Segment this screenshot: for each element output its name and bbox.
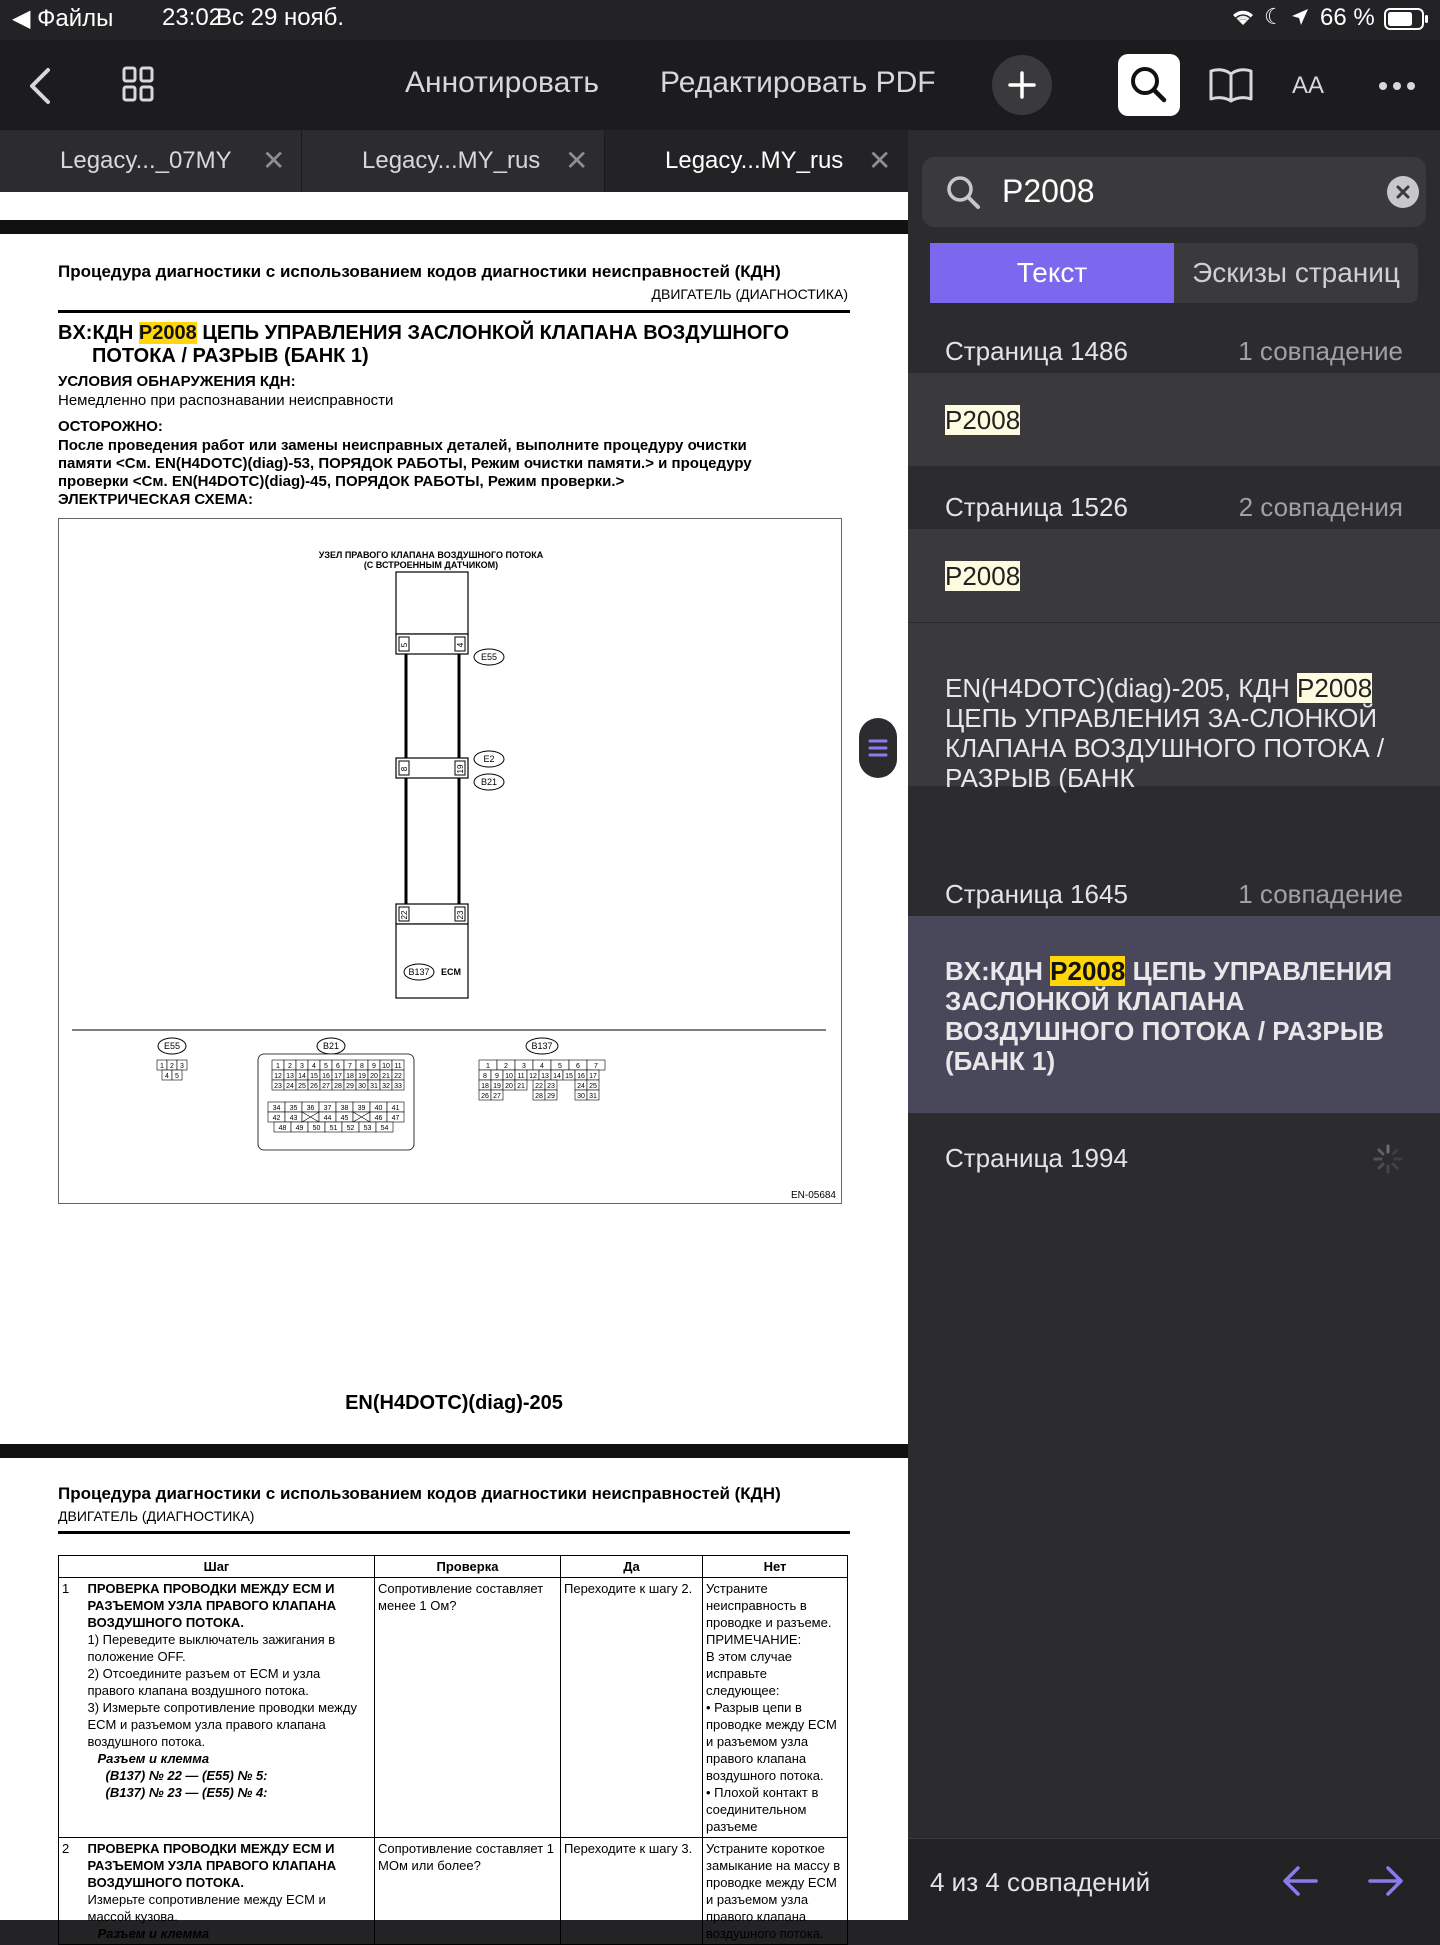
clear-icon[interactable]	[1387, 176, 1419, 208]
status-date: Вс 29 нояб.	[216, 4, 345, 31]
b21-connector-face	[258, 1054, 414, 1150]
pin-label: 23	[456, 910, 465, 920]
connector-pin-label: 25	[298, 1083, 306, 1090]
conn-line: (B137) № 22 — (E55) № 5:	[105, 1768, 268, 1783]
connector-pin-label: 31	[370, 1083, 378, 1090]
conn-label: E55	[163, 1041, 181, 1051]
connector-pin-label: 38	[340, 1105, 349, 1112]
connector-pin-label: 34	[272, 1105, 281, 1112]
connector-pin-label: 6	[336, 1063, 340, 1070]
tab-3-active[interactable]	[605, 130, 908, 192]
cond-title: УСЛОВИЯ ОБНАРУЖЕНИЯ КДН:	[58, 373, 296, 390]
connector-pin-label: 6	[576, 1063, 580, 1070]
tab-label: Legacy...MY_rus	[665, 147, 844, 174]
step-cell	[85, 1838, 375, 1945]
connector-pin-label: 2	[288, 1063, 292, 1070]
connector-pin-label: 49	[295, 1125, 304, 1132]
valve-unit-box	[396, 572, 468, 634]
result-snippet: BX:КДН	[945, 956, 1051, 986]
result-snippet-match: P2008	[1297, 673, 1373, 703]
connector-pin-label: 10	[382, 1063, 390, 1070]
connector-pin-label: 18	[346, 1073, 354, 1080]
close-icon[interactable]: ✕	[565, 145, 589, 176]
font-size-label: AA	[1292, 72, 1325, 99]
tab-label: Legacy...MY_rus	[362, 147, 541, 174]
note-text: В этом случае исправьте следующее:	[706, 1649, 793, 1698]
more-icon[interactable]	[1378, 78, 1416, 96]
page-header-sub: ДВИГАТЕЛЬ (ДИАГНОСТИКА)	[651, 286, 848, 302]
page-separator	[0, 220, 908, 234]
edit-pdf-button[interactable]: Редактировать PDF	[660, 66, 936, 99]
result-snippet: EN(H4DOTC)(diag)-205, КДН	[945, 673, 1298, 703]
unit-label: УЗЕЛ ПРАВОГО КЛАПАНА ВОЗДУШНОГО ПОТОКА	[318, 550, 544, 560]
connector-pin-label: 22	[535, 1083, 543, 1090]
connector-pin-label: 2	[504, 1063, 508, 1070]
no-text: Устраните неисправность в проводке и разъеме.	[706, 1581, 832, 1630]
step-line: 3) Измерьте сопротивление проводки между ECM и разъемом узла правого клапана воздушного потока.	[87, 1700, 357, 1749]
seg-text[interactable]: Текст	[930, 243, 1174, 303]
divider	[58, 310, 850, 313]
connector-pin-label: 4	[165, 1073, 169, 1080]
table-header-row	[59, 1556, 848, 1578]
ecm-label: ECM	[441, 967, 461, 977]
no-cell: Устраните короткое замыкание на массу в проводке между ECM и разъемом узла правого клапана воздушного потока.	[703, 1838, 848, 1945]
seg-thumbnails[interactable]: Эскизы страниц	[1192, 257, 1400, 288]
connector-pin-label: 27	[493, 1093, 501, 1100]
connector-pin-label: 13	[541, 1073, 549, 1080]
match-counter: 4 из 4 совпадений	[930, 1867, 1151, 1897]
connector-pin-label: 47	[391, 1115, 400, 1122]
connector-pin-label: 5	[558, 1063, 562, 1070]
connector-pin-label: 41	[391, 1105, 400, 1112]
connector-pin-label: 52	[346, 1125, 355, 1132]
page-header-title: Процедура диагностики с использованием кодов диагностики неисправностей (КДН)	[58, 1484, 781, 1503]
connector-pin-label: 54	[380, 1125, 389, 1132]
note-item: • Разрыв цепи в проводке между ECM и разъемом узла правого клапана воздушного потока.	[706, 1700, 837, 1783]
search-button[interactable]	[1118, 54, 1180, 116]
conn-label: E2	[483, 754, 495, 764]
search-icon	[1118, 54, 1180, 116]
scheme-title: ЭЛЕКТРИЧЕСКАЯ СХЕМА:	[58, 491, 254, 508]
connector-pin-label: 9	[372, 1063, 376, 1070]
figure-code: EN-05684	[790, 1190, 836, 1201]
check-cell: Сопротивление составляет 1 МОм или более?	[375, 1838, 561, 1945]
ecm-box	[396, 924, 468, 998]
result-page: Страница 1526	[945, 492, 1128, 522]
page-number: EN(H4DOTC)(diag)-205	[345, 1392, 563, 1414]
connector-pin-label: 14	[298, 1073, 306, 1080]
connector-pin-label: 46	[374, 1115, 383, 1122]
connector-pin-label: 5	[324, 1063, 328, 1070]
result-header	[908, 1123, 1440, 1193]
location-icon	[1290, 6, 1310, 34]
plus-icon	[992, 55, 1052, 115]
search-result[interactable]	[908, 528, 1440, 622]
connector-pin-label: 23	[547, 1083, 555, 1090]
result-count: 2 совпадения	[1238, 492, 1403, 522]
connector-pin-label: 15	[310, 1073, 318, 1080]
connector-pin-label: 20	[370, 1073, 378, 1080]
connector-pin-label: 36	[306, 1105, 315, 1112]
connector-pin-label: 31	[589, 1093, 597, 1100]
battery-icon	[1384, 8, 1430, 37]
step-number: 1	[59, 1578, 85, 1838]
pin-label: 19	[456, 764, 465, 774]
connector-pin-label: 2	[170, 1063, 174, 1070]
grid-icon[interactable]	[122, 66, 154, 107]
connector-pin-label: 19	[493, 1083, 501, 1090]
moon-icon: ☾	[1264, 4, 1284, 29]
result-snippet: P2008	[945, 561, 1021, 591]
connector-pin-label: 15	[565, 1073, 573, 1080]
connector-pin-label: 23	[274, 1083, 282, 1090]
step-number: 2	[59, 1838, 85, 1945]
conn-label: B21	[480, 777, 498, 787]
step-title: ПРОВЕРКА ПРОВОДКИ МЕЖДУ ECM И РАЗЪЕМОМ УЗЛА ПРАВОГО КЛАПАНА ВОЗДУШНОГО ПОТОКА.	[87, 1581, 337, 1630]
connector-pin-label: 13	[286, 1073, 294, 1080]
connector-pin-label: 3	[180, 1063, 184, 1070]
search-result-selected[interactable]	[908, 915, 1440, 1113]
connector-pin-label: 1	[160, 1063, 164, 1070]
tab-2[interactable]	[302, 130, 605, 192]
connector-pin-label: 22	[394, 1073, 402, 1080]
connector-pin-label: 29	[547, 1093, 555, 1100]
connector-pin-label: 17	[589, 1073, 597, 1080]
table-row	[59, 1578, 848, 1838]
search-navigation-bar	[908, 1838, 1440, 1920]
connector-pin-label: 14	[553, 1073, 561, 1080]
conn-label: B137	[531, 1041, 553, 1051]
connector-pin-label: 11	[394, 1063, 402, 1070]
connector-pin-label: 9	[495, 1073, 499, 1080]
connector-pin-label: 35	[289, 1105, 298, 1112]
page-separator	[0, 1444, 908, 1458]
table-row	[59, 1838, 848, 1945]
connector-pin-label: 51	[329, 1125, 338, 1132]
drag-handle-icon	[859, 718, 897, 778]
connector-pin-label: 5	[175, 1073, 179, 1080]
dtc-title-2: ПОТОКА / РАЗРЫВ (БАНК 1)	[92, 345, 369, 367]
connector-pin-label: 12	[529, 1073, 537, 1080]
connector-pin-label: 8	[483, 1073, 487, 1080]
close-icon[interactable]: ✕	[262, 145, 286, 176]
conn-label: E55	[480, 652, 498, 662]
connector-pin-label: 42	[272, 1115, 281, 1122]
result-count: 1 совпадение	[1238, 879, 1403, 909]
back-chevron-icon[interactable]	[28, 66, 52, 111]
connector-pin-label: 27	[322, 1083, 330, 1090]
battery-percent: 66 %	[1320, 4, 1375, 31]
close-icon[interactable]: ✕	[868, 145, 892, 176]
step-title: ПРОВЕРКА ПРОВОДКИ МЕЖДУ ECM И РАЗЪЕМОМ УЗЛА ПРАВОГО КЛАПАНА ВОЗДУШНОГО ПОТОКА.	[87, 1841, 337, 1890]
wifi-icon	[1230, 6, 1256, 34]
search-result[interactable]	[908, 372, 1440, 466]
step-line: 2) Отсоедините разъем от ECM и узла правого клапана воздушного потока.	[87, 1666, 321, 1698]
status-time: 23:02	[162, 4, 223, 31]
result-page: Страница 1994	[945, 1143, 1128, 1173]
tab-bar	[0, 130, 908, 192]
connector-pin-label: 10	[505, 1073, 513, 1080]
connector-pin-label: 21	[517, 1083, 525, 1090]
conn-label: B21	[322, 1041, 340, 1051]
pin-label: 22	[400, 910, 409, 920]
note-title: ПРИМЕЧАНИЕ:	[706, 1632, 802, 1647]
result-page: Страница 1486	[945, 336, 1128, 366]
connector-pin-label: 29	[346, 1083, 354, 1090]
connector-pin-label: 30	[358, 1083, 366, 1090]
connector-pin-label: 33	[394, 1083, 402, 1090]
connector-pin-label: 53	[363, 1125, 372, 1132]
connector-pin-label: 28	[334, 1083, 342, 1090]
connector-pin-label: 1	[276, 1063, 280, 1070]
dtc-prefix: BX:КДН	[58, 322, 134, 344]
connector-pin-label: 7	[348, 1063, 352, 1070]
result-snippet: ЦЕПЬ УПРАВЛЕНИЯ ЗАСЛОНКОЙ КЛАПАНА ВОЗДУШНОГО ПОТОКА / РАЗРЫВ (БАНК 1)	[945, 956, 1393, 1076]
yes-cell: Переходите к шагу 3.	[561, 1838, 703, 1945]
caution-title: ОСТОРОЖНО:	[58, 418, 163, 435]
spinner-icon	[1372, 1143, 1404, 1175]
connector-pin-label: 18	[481, 1083, 489, 1090]
book-icon[interactable]	[1208, 66, 1254, 109]
connector-pin-label: 17	[334, 1073, 342, 1080]
caution-line: проверки <См. EN(H4DOTC)(diag)-45, ПОРЯДОК РАБОТЫ, Режим проверки.>	[58, 473, 625, 490]
result-page: Страница 1645	[945, 879, 1128, 909]
table-header: Проверка	[375, 1556, 561, 1578]
arrow-left-icon[interactable]	[1280, 1863, 1320, 1899]
connector-pin-label: 32	[382, 1083, 390, 1090]
connector-pin-label: 48	[278, 1125, 287, 1132]
divider	[58, 1531, 850, 1534]
connector-pin-label: 43	[289, 1115, 298, 1122]
connector-pin-label: 26	[481, 1093, 489, 1100]
table-header: Да	[561, 1556, 703, 1578]
connector-pin-label: 24	[577, 1083, 585, 1090]
table-header: Нет	[703, 1556, 848, 1578]
connector-pin-label: 20	[505, 1083, 513, 1090]
step-cell	[85, 1578, 375, 1838]
search-field[interactable]	[922, 157, 1426, 227]
connector-pin-label: 30	[577, 1093, 585, 1100]
search-result[interactable]	[908, 622, 1440, 793]
diagnostic-steps-table	[58, 1555, 848, 1945]
pin-label: 4	[456, 642, 465, 648]
conn-title: Разъем и клемма	[97, 1751, 210, 1766]
connector-pin-label: 39	[357, 1105, 366, 1112]
pin-label: 8	[400, 766, 409, 772]
tab-label: Legacy..._07MY	[60, 147, 232, 174]
dtc-heading	[58, 322, 789, 345]
connector-pin-label: 45	[340, 1115, 349, 1122]
page-header-title: Процедура диагностики с использованием кодов диагностики неисправностей (КДН)	[58, 262, 781, 281]
result-count: 1 совпадение	[1238, 336, 1403, 366]
result-snippet: P2008	[945, 405, 1021, 435]
pdf-document[interactable]	[0, 192, 908, 1941]
connector-pin-label: 25	[589, 1083, 597, 1090]
no-cell	[703, 1578, 848, 1838]
drag-handle[interactable]	[859, 718, 897, 778]
search-icon	[944, 173, 982, 211]
connector-pin-label: 4	[540, 1063, 544, 1070]
result-snippet: ЦЕПЬ УПРАВЛЕНИЯ ЗА-СЛОНКОЙ КЛАПАНА ВОЗДУШНОГО ПОТОКА / РАЗРЫВ (БАНК	[945, 703, 1385, 793]
connector-pin-label: 19	[358, 1073, 366, 1080]
annotate-button[interactable]: Аннотировать	[405, 66, 600, 99]
conn-label: B137	[408, 967, 430, 977]
cond-text: Немедленно при распознавании неисправности	[58, 392, 394, 409]
connector-pin-label: 37	[323, 1105, 332, 1112]
step-line: Измерьте сопротивление между ECM и массой кузова.	[87, 1892, 326, 1924]
toolbar	[0, 40, 1440, 130]
font-size-button[interactable]	[1292, 60, 1324, 103]
connector-pin-label: 44	[323, 1115, 332, 1122]
dtc-code-highlight: P2008	[138, 322, 197, 344]
caution-line: После проведения работ или замены неисправных деталей, выполните процедуру очистки	[58, 437, 747, 454]
connector-pin-label: 4	[312, 1063, 316, 1070]
connector-pin-label: 3	[300, 1063, 304, 1070]
segmented-control	[930, 243, 1418, 303]
table-header: Шаг	[59, 1556, 375, 1578]
pin-label: 5	[400, 642, 409, 648]
connector-pin-label: 40	[374, 1105, 383, 1112]
connector-pin-label: 12	[274, 1073, 282, 1080]
dtc-title-1: ЦЕПЬ УПРАВЛЕНИЯ ЗАСЛОНКОЙ КЛАПАНА ВОЗДУШНОГО	[202, 322, 790, 344]
connector-pin-label: 1	[486, 1063, 490, 1070]
status-bar	[0, 0, 1440, 40]
page-header-sub: ДВИГАТЕЛЬ (ДИАГНОСТИКА)	[58, 1508, 255, 1524]
connector-pin-label: 21	[382, 1073, 390, 1080]
result-snippet-match: P2008	[1050, 956, 1126, 986]
unit-label: (С ВСТРОЕННЫМ ДАТЧИКОМ)	[363, 560, 499, 570]
check-cell: Сопротивление составляет менее 1 Ом?	[375, 1578, 561, 1838]
search-panel	[908, 130, 1440, 1920]
add-button[interactable]	[992, 55, 1052, 115]
connector-pin-label: 24	[286, 1083, 294, 1090]
back-to-files[interactable]: ◀ Файлы	[12, 5, 114, 32]
yes-cell: Переходите к шагу 2.	[561, 1578, 703, 1838]
connector-pin-label: 28	[535, 1093, 543, 1100]
note-item: • Плохой контакт в соединительном разъеме	[706, 1785, 819, 1834]
tab-1[interactable]	[0, 130, 302, 192]
connector-pin-label: 3	[522, 1063, 526, 1070]
connector-pin-label: 16	[322, 1073, 330, 1080]
conn-title: Разъем и клемма	[97, 1926, 210, 1941]
b137-connector-face	[479, 1060, 605, 1100]
wiring-diagram	[58, 518, 842, 1204]
search-query[interactable]: P2008	[1002, 173, 1095, 209]
step-line: 1) Переведите выключатель зажигания в положение OFF.	[87, 1632, 336, 1664]
connector-pin-label: 26	[310, 1083, 318, 1090]
connector-pin-label: 16	[577, 1073, 585, 1080]
connector-pin-label: 11	[517, 1073, 525, 1080]
connector-pin-label: 50	[312, 1125, 321, 1132]
connector-pin-label: 7	[594, 1063, 598, 1070]
connector-pin-label: 8	[360, 1063, 364, 1070]
conn-line: (B137) № 23 — (E55) № 4:	[105, 1785, 268, 1800]
arrow-right-icon[interactable]	[1366, 1863, 1406, 1899]
caution-line: памяти <См. EN(H4DOTC)(diag)-53, ПОРЯДОК РАБОТЫ, Режим очистки памяти.> и процедуру	[58, 455, 752, 472]
